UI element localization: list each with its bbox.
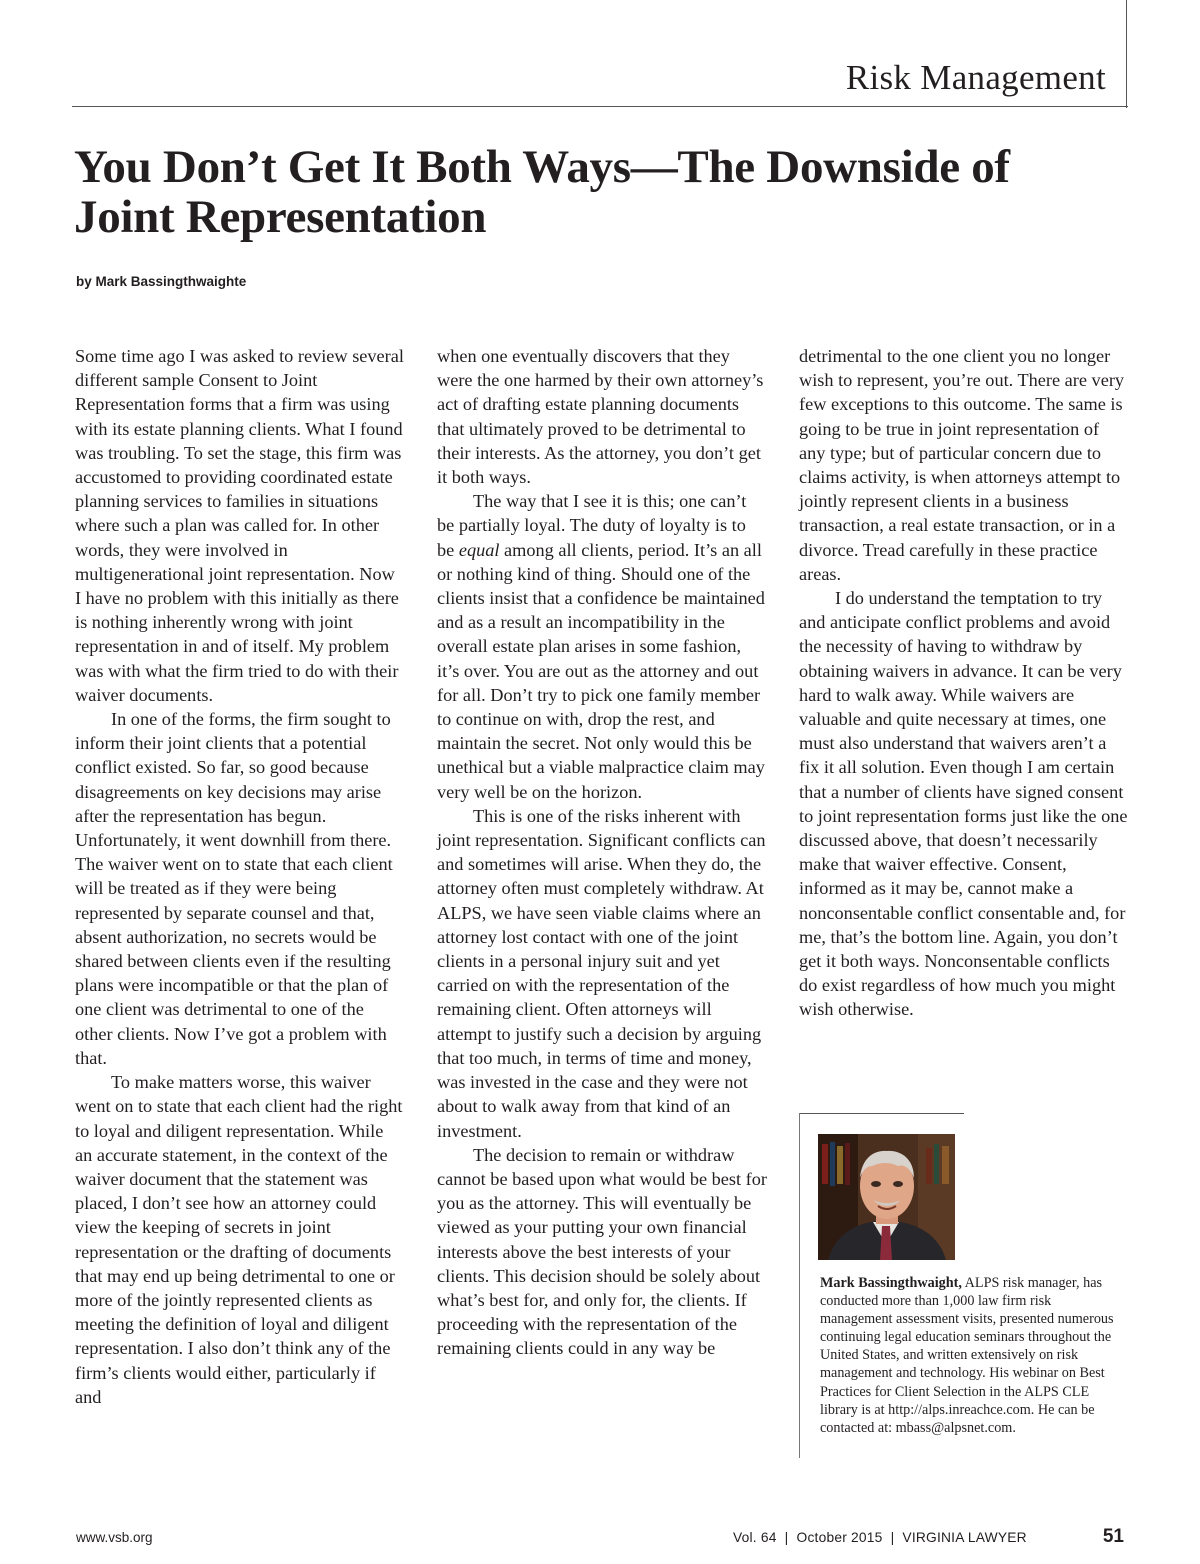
paragraph-2: In one of the forms, the firm sought to inform their joint clients that a potential conflict existed. So far, so good because disagreements on key decisions may arise after the representation has begun. Unfortunately, it went downhill from there. The waiver went on to state that each client will be treated as if they were being represented by separate counsel and that, absent authorization, no secrets would be shared between clients even if the resulting plans were incompatible or that the plan of one client was detrimental to one of the other clients. Now I’ve got a problem with that. — [75, 709, 393, 1068]
byline: by Mark Bassingthwaighte — [76, 274, 247, 289]
header-vertical-rule — [1126, 0, 1127, 108]
header-rule — [72, 106, 1128, 107]
paragraph-1: Some time ago I was asked to review several different sample Consent to Joint Representation forms that a firm was using with its estate planning clients. What I found was troubling. To set the stage, this firm was accustomed to providing coordinated estate planning services to families in situations where such a plan was called for. In other words, they were involved in multigenerational joint representation. Now I have no problem with this initially as there is nothing inherently wrong with joint representation in and of itself. My problem was with what the firm tried to do with their waiver documents. — [75, 346, 404, 705]
footer-url[interactable]: www.vsb.org — [76, 1530, 153, 1545]
author-bio — [820, 1274, 1122, 1437]
paragraph-5: This is one of the risks inherent with joint representation. Significant conflicts can and sometimes will arise. When they do, the attorney often must completely withdraw. At ALPS, we have seen viable claims where an attorney lost contact with one of the joint clients in a personal injury suit and yet carried on with the representation of the remaining client. Often attorneys will attempt to justify such a decision by arguing that too much, in terms of time and money, was invested in the case and they were not about to walk away from that kind of an investment. — [437, 805, 766, 1141]
paragraph-7: I do understand the temptation to try and anticipate conflict problems and avoid the necessity of having to withdraw by obtaining waivers in advance. It can be very hard to walk away. While waivers are valuable and quite necessary at times, one must also understand that waivers aren’t a fix it all solution. Even though I am certain that a number of clients have signed consent to joint representation forms just like the one discussed above, that doesn’t necessarily make that waiver effective. Consent, informed as it may be, cannot make a nonconsentable conflict consentable and, for me, that’s the bottom line. Again, you don’t get it both ways. Nonconsentable conflicts do exist regardless of how much you might wish otherwise. — [799, 588, 1128, 1020]
paragraph-4-part-b: among all clients, period. It’s an all or nothing kind of thing. Should one of the clients insist that a confidence be maintained and as a result an incompatibility in the overall estate plan arises in some fashion, it’s over. You are out as the attorney and out for all. Don’t try to pick one family member to continue on with, drop the rest, and maintain the secret. Not only would this be unethical but a viable malpractice claim may very well be on the horizon. — [437, 539, 765, 802]
paragraph-4-emphasis: equal — [458, 539, 500, 560]
paragraph-3: To make matters worse, this waiver went on to state that each client had the right to loyal and diligent representation. While an accurate statement, in the context of the waiver document that the statement was placed, I don’t see how an attorney could view the keeping of secrets in joint representation or the drafting of documents that may end up being detrimental to one or more of the jointly represented clients as meeting the definition of loyal and diligent representation. I also don’t think any of the firm’s clients would either, particularly if and — [75, 1072, 403, 1407]
paragraph-4 — [437, 489, 767, 804]
body-column-2 — [437, 344, 767, 1361]
author-bio-name: Mark Bassingthwaight, — [820, 1275, 962, 1291]
author-portrait-icon — [818, 1134, 955, 1260]
author-photo — [818, 1134, 955, 1260]
paragraph-6: The decision to remain or withdraw cannot be based upon what would be best for you as the attorney. This will eventually be viewed as your putting your own financial interests above the best interests of your clients. This decision should be solely about what’s best for, and only for, the clients. If proceeding with the representation of the remaining clients could in any way be — [437, 1144, 767, 1359]
page-number: 51 — [1102, 1526, 1124, 1547]
body-column-1 — [75, 344, 405, 1409]
section-label: Risk Management — [845, 58, 1106, 97]
paragraph-4-part-a: The way that I see it is this; one can’t be partially loyal. The duty of loyalty is to be — [437, 491, 747, 560]
bio-side-rule — [799, 1113, 800, 1458]
paragraph-3-continued: when one eventually discovers that they were the one harmed by their own attorney’s act of drafting estate planning documents that ultimately proved to be detrimental to their interests. As the attorney, you don’t get it both ways. — [437, 346, 764, 488]
article-title-line-1: You Don’t Get It Both Ways—The Downside of — [74, 141, 1010, 193]
author-bio-text: ALPS risk manager, has conducted more than 1,000 law firm risk management assessment visits, presented numerous continuing legal education seminars throughout the United States, and written extensively on risk management and technology. His webinar on Best Practices for Client Selection in the ALPS CLE library is at http://alps.inreachce.com. He can be contacted at: mbass@alpsnet.com. — [820, 1275, 1114, 1436]
paragraph-6-continued: detrimental to the one client you no longer wish to represent, you’re out. There are very few exceptions to this outcome. The same is going to be true in joint representation of any type; but of particular concern due to claims activity, is when attorneys attempt to jointly represent clients in a business transaction, a real estate transaction, or in a divorce. Tread carefully in these practice areas. — [799, 346, 1125, 584]
bio-divider — [799, 1113, 964, 1114]
footer-issue: Vol. 64 | October 2015 | VIRGINIA LAWYER — [733, 1530, 1027, 1545]
body-column-3 — [799, 344, 1129, 1022]
article-title-line-2: Joint Representation — [74, 191, 487, 243]
article-title — [74, 142, 1114, 242]
